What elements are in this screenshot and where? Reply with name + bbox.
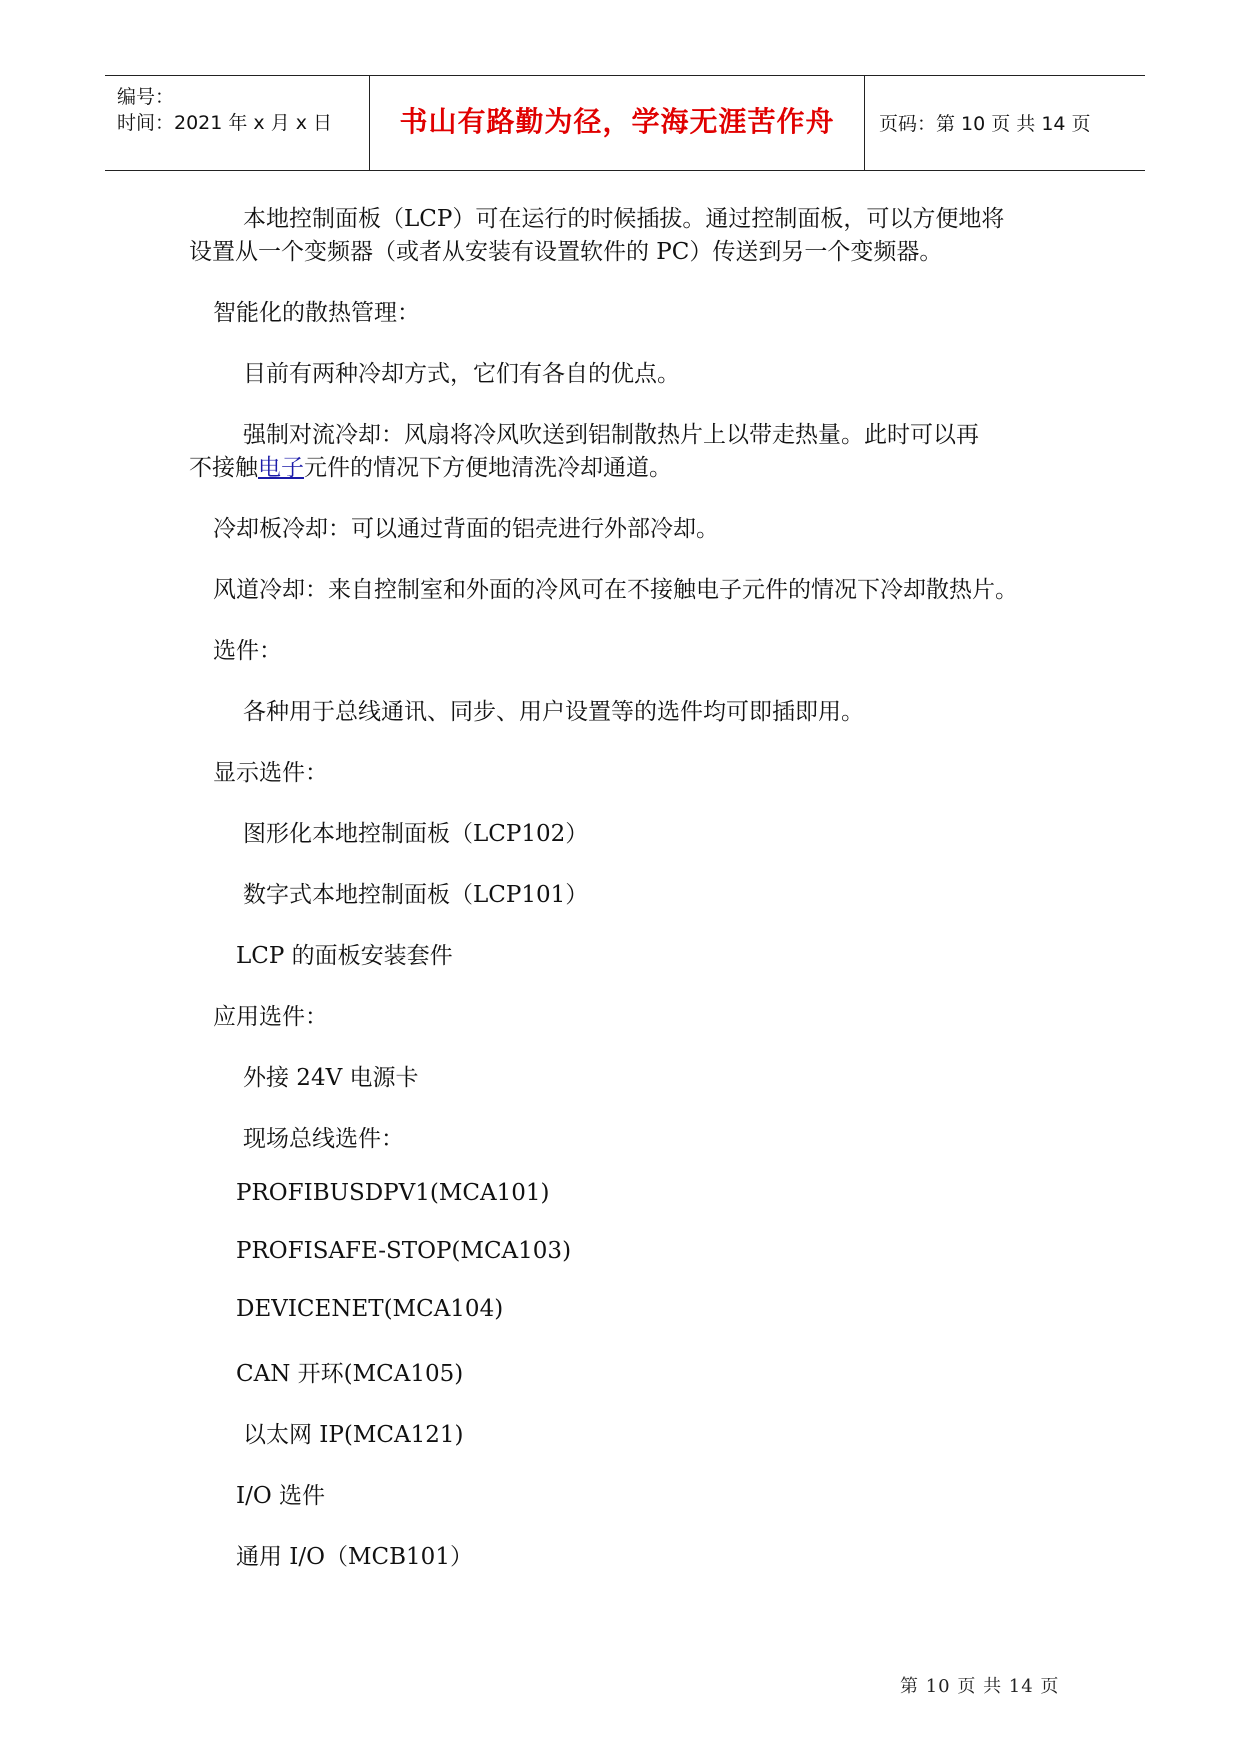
fieldbus-heading: 现场总线选件： [243, 1126, 404, 1152]
option-general-io: 通用 I/O（MCB101） [236, 1544, 473, 1570]
forced-cooling-line2 [189, 449, 672, 482]
options-intro: 各种用于总线通讯、同步、用户设置等的选件均可即插即用。 [243, 699, 864, 725]
document-header [105, 75, 1145, 171]
option-24v-power: 外接 24V 电源卡 [243, 1065, 419, 1091]
heading-display-options: 显示选件： [213, 760, 328, 786]
paragraph-lcp-line1: 本地控制面板（LCP）可在运行的时候插拔。通过控制面板，可以方便地将 [243, 206, 1005, 232]
header-page-cell [865, 76, 1145, 170]
heading-app-options: 应用选件： [213, 1004, 328, 1030]
header-meta-cell [105, 76, 370, 170]
option-can: CAN 开环(MCA105) [236, 1361, 464, 1387]
page-number-label: 页码：第 10 页 共 14 页 [879, 113, 1091, 135]
plate-cooling: 冷却板冷却：可以通过背面的铝壳进行外部冷却。 [213, 516, 719, 542]
heading-cooling: 智能化的散热管理： [213, 300, 420, 326]
paragraph-lcp-line2: 设置从一个变频器（或者从安装有设置软件的 PC）传送到另一个变频器。 [189, 239, 943, 265]
io-options-heading: I/O 选件 [236, 1483, 326, 1509]
option-lcp102: 图形化本地控制面板（LCP102） [243, 821, 589, 847]
duct-cooling: 风道冷却：来自控制室和外面的冷风可在不接触电子元件的情况下冷却散热片。 [213, 577, 1018, 603]
number-label: 编号： [117, 86, 175, 108]
motto-text: 书山有路勤为径，学海无涯苦作舟 [399, 105, 835, 138]
option-devicenet: DEVICENET(MCA104) [236, 1296, 504, 1322]
electronics-link[interactable]: 电子 [258, 455, 304, 481]
page-footer: 第 10 页 共 14 页 [900, 1676, 1060, 1697]
heading-options: 选件： [213, 638, 282, 664]
forced-cooling-line1: 强制对流冷却：风扇将冷风吹送到铝制散热片上以带走热量。此时可以再 [243, 422, 979, 448]
option-profibus: PROFIBUSDPV1(MCA101) [236, 1180, 550, 1206]
forced-cooling-text-pre: 不接触 [189, 455, 258, 481]
option-lcp101: 数字式本地控制面板（LCP101） [243, 882, 589, 908]
forced-cooling-text-post: 元件的情况下方便地清洗冷却通道。 [304, 455, 672, 481]
option-profisafe: PROFISAFE-STOP(MCA103) [236, 1238, 572, 1264]
option-lcp-kit: LCP 的面板安装套件 [236, 943, 453, 969]
cooling-intro: 目前有两种冷却方式，它们有各自的优点。 [243, 361, 680, 387]
time-label: 时间：2021 年 x 月 x 日 [117, 112, 333, 134]
header-motto-cell [370, 76, 865, 170]
option-ethernet: 以太网 IP(MCA121) [243, 1422, 464, 1448]
